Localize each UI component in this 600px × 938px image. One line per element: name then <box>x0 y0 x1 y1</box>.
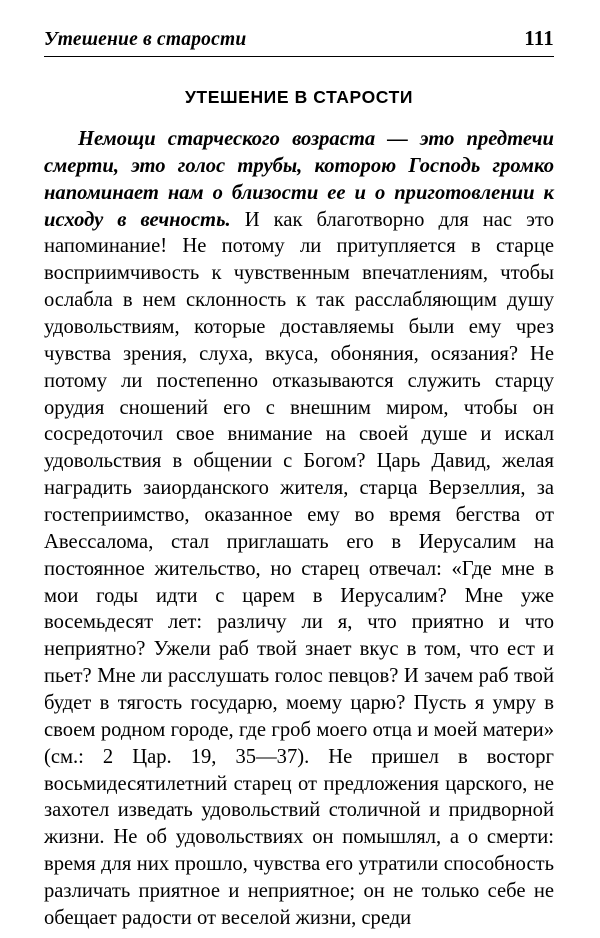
running-head <box>44 26 554 51</box>
running-head-title: Утешение в старости <box>44 29 247 50</box>
lead-italic-text: Немощи старческого возраста — это предтечи смерти, это голос трубы, которою Господь громко напоминает нам о близости ее и о приготовлении к исходу в вечность. <box>44 128 554 231</box>
paragraph-body-text: И как благотворно для нас это напоминание! Не потому ли притупляется в старце восприимчивость к чувственным впечатлениям, чтобы ослабла в нем склонность к так расслабляющим душу удовольствиям, которые доставляемы были ему чрез чувства зрения, слуха, вкуса, обоняния, осязания? Не потому ли постепенно отказываются служить старцу орудия сношений его с внешним миром, чтобы он сосредоточил свое внимание на своей душе и искал удовольствия в общении с Богом? Царь Давид, желая наградить заиорданского жителя, старца Верзеллия, за гостеприимство, оказанное ему во время бегства от Авессалома, стал приглашать его в Иерусалим на постоянное жительство, но старец отвечал: «Где мне в мои годы идти с царем в Иерусалим? Мне уже восемьдесят лет: различу ли я, что приятно и что неприятно? Ужели раб твой знает вкус в том, что ест и пьет? Мне ли расслушать голос певцов? И зачем раб твой будет в тягость государю, моему царю? Пусть я умру в своем родном городе, где гроб моего отца и моей матери» (см.: 2 Цар. 19, 35—37). Не пришел в восторг восьмидесятилетний старец от предложения царского, не захотел изведать удовольствий столичной и придворной жизни. Не об удовольствиях он помышлял, а о смерти: время для них прошло, чувства его утратили способность различать приятное и неприятное; он не только себе не обещает радости от веселой жизни, среди <box>44 208 554 929</box>
header-divider <box>44 56 554 57</box>
body-text <box>44 126 554 932</box>
paragraph-1 <box>44 126 554 932</box>
page-title: УТЕШЕНИЕ В СТАРОСТИ <box>184 87 414 107</box>
page-number: 111 <box>524 26 554 50</box>
